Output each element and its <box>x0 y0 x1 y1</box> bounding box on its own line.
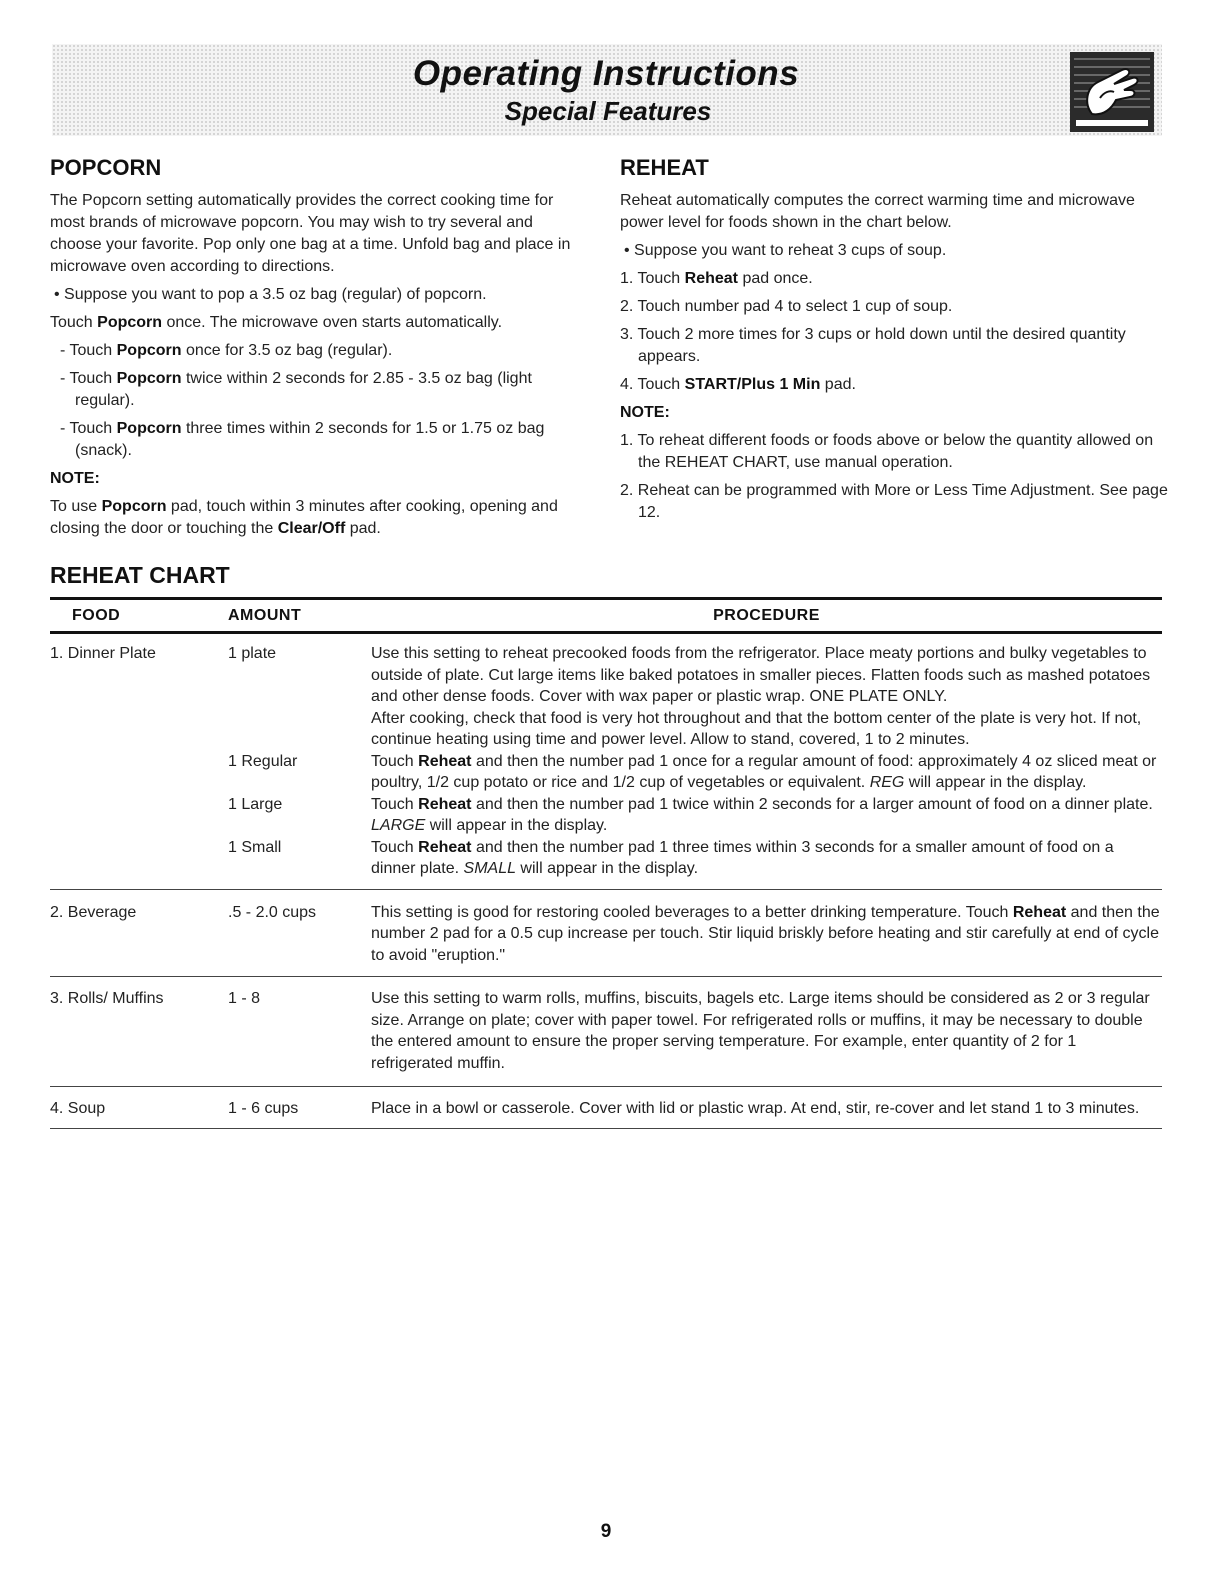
sub-row <box>228 837 1162 880</box>
procedure-cell: Use this setting to reheat precooked foods from the refrigerator. Place meaty portions and bulky vegetables to outside of plate. Cut large items like baked potatoes in smaller pieces. Flatten foods such as mashed potatoes and other dense foods. Cover with wax paper or plastic wrap. ONE PLATE ONLY. After cooking, check that food is very hot throughout and that the bottom center of the plate is very hot. If not, continue heating using time and power level. Allow to stand, covered, 1 to 2 minutes. <box>371 645 1151 748</box>
reheat-note: 2. Reheat can be programmed with More or Less Time Adjustment. See page 12. <box>620 482 1168 521</box>
reheat-chart-table <box>50 597 1162 1129</box>
reheat-intro: Reheat automatically computes the correct warming time and microwave power level for foods shown in the chart below. <box>620 192 1135 231</box>
reheat-chart-heading: REHEAT CHART <box>50 562 230 588</box>
popcorn-heading: POPCORN <box>50 155 162 180</box>
popcorn-bullet: • Suppose you want to pop a 3.5 oz bag (regular) of popcorn. <box>54 286 487 303</box>
popcorn-option: - Touch Popcorn twice within 2 seconds for 2.85 - 3.5 oz bag (light regular). <box>60 370 532 409</box>
procedure-cell: Use this setting to warm rolls, muffins, biscuits, bagels etc. Large items should be considered as 2 or 3 regular size. Arrange on plate; cover with paper towel. For refrigerated rolls or muffins, it may be necessary to double the entered amount to ensure the proper serving temperature. For example, enter quantity of 2 for 1 refrigerated muffin. <box>371 990 1150 1072</box>
reheat-bullet: • Suppose you want to reheat 3 cups of soup. <box>624 242 947 259</box>
amount-cell: 1 Regular <box>228 752 298 770</box>
reheat-heading: REHEAT <box>620 155 709 180</box>
popcorn-section <box>50 154 580 546</box>
food-cell: 3. Rolls/ Muffins <box>50 990 164 1007</box>
table-row <box>50 890 1162 978</box>
amount-cell: .5 - 2.0 cups <box>228 903 317 921</box>
table-row <box>50 634 1162 890</box>
reheat-note-label: NOTE: <box>620 404 670 421</box>
popcorn-note-text: To use Popcorn pad, touch within 3 minutes after cooking, opening and closing the door or touching the Clear/Off pad. <box>50 498 558 537</box>
amount-cell: 1 Small <box>228 838 282 856</box>
dinner-sub-rows <box>228 643 1162 880</box>
food-cell: 2. Beverage <box>50 903 137 921</box>
table-row <box>50 977 1162 1087</box>
sub-row <box>228 794 1162 837</box>
amount-cell: 1 Large <box>228 795 283 813</box>
popcorn-touch-instruction: Touch Popcorn once. The microwave oven starts automatically. <box>50 314 503 331</box>
column-header-procedure: PROCEDURE <box>713 606 820 624</box>
food-cell: 1. Dinner Plate <box>50 645 156 662</box>
procedure-cell: This setting is good for restoring cooled beverages to a better drinking temperature. Touch Reheat and then the number 2 pad for a 0.5 cup increase per touch. Stir liquid briskly before heating and stir carefully at end of cycle to avoid "eruption." <box>371 903 1160 964</box>
food-cell: 4. Soup <box>50 1100 106 1117</box>
procedure-cell: Touch Reheat and then the number pad 1 once for a regular amount of food: approximately 4 oz sliced meat or poultry, 1/2 cup potato or rice and 1/2 cup of vegetables or equivalent. REG will appear in the display. <box>371 752 1157 791</box>
reheat-note: 1. To reheat different foods or foods above or below the quantity allowed on the REHEAT CHART, use manual operation. <box>620 432 1154 471</box>
column-header-amount: AMOUNT <box>228 606 302 624</box>
amount-cell: 1 plate <box>228 645 277 662</box>
reheat-section <box>620 154 1170 530</box>
reheat-step: 4. Touch START/Plus 1 Min pad. <box>620 376 856 393</box>
popcorn-intro: The Popcorn setting automatically provides the correct cooking time for most brands of microwave popcorn. You may wish to try several and choose your favorite. Pop only one bag at a time. Unfold bag and place in microwave oven according to directions. <box>50 192 571 275</box>
reheat-step: 1. Touch Reheat pad once. <box>620 270 813 287</box>
hand-pointing-icon <box>1070 52 1154 132</box>
procedure-cell: Place in a bowl or casserole. Cover with lid or plastic wrap. At end, stir, re-cover and let stand 1 to 3 minutes. <box>371 1100 1140 1117</box>
popcorn-option: - Touch Popcorn three times within 2 seconds for 1.5 or 1.75 oz bag (snack). <box>60 420 545 459</box>
amount-cell: 1 - 8 <box>228 990 261 1007</box>
sub-row <box>228 751 1162 794</box>
table-header <box>50 597 1162 634</box>
popcorn-option: - Touch Popcorn once for 3.5 oz bag (regular). <box>60 342 393 359</box>
popcorn-note-label: NOTE: <box>50 470 100 487</box>
procedure-cell: Touch Reheat and then the number pad 1 twice within 2 seconds for a larger amount of food on a dinner plate. LARGE will appear in the display. <box>371 795 1153 834</box>
procedure-cell: Touch Reheat and then the number pad 1 three times within 3 seconds for a smaller amount of food on a dinner plate. SMALL will appear in the display. <box>371 838 1114 877</box>
reheat-step: 3. Touch 2 more times for 3 cups or hold down until the desired quantity appears. <box>620 326 1126 365</box>
amount-cell: 1 - 6 cups <box>228 1100 299 1117</box>
page-title: Operating Instructions <box>412 54 800 93</box>
reheat-step: 2. Touch number pad 4 to select 1 cup of soup. <box>620 298 953 315</box>
page-number: 9 <box>600 1521 612 1542</box>
sub-row <box>228 643 1162 751</box>
table-row <box>50 1087 1162 1129</box>
page-subtitle: Special Features <box>504 96 712 126</box>
column-header-food: FOOD <box>72 606 121 624</box>
